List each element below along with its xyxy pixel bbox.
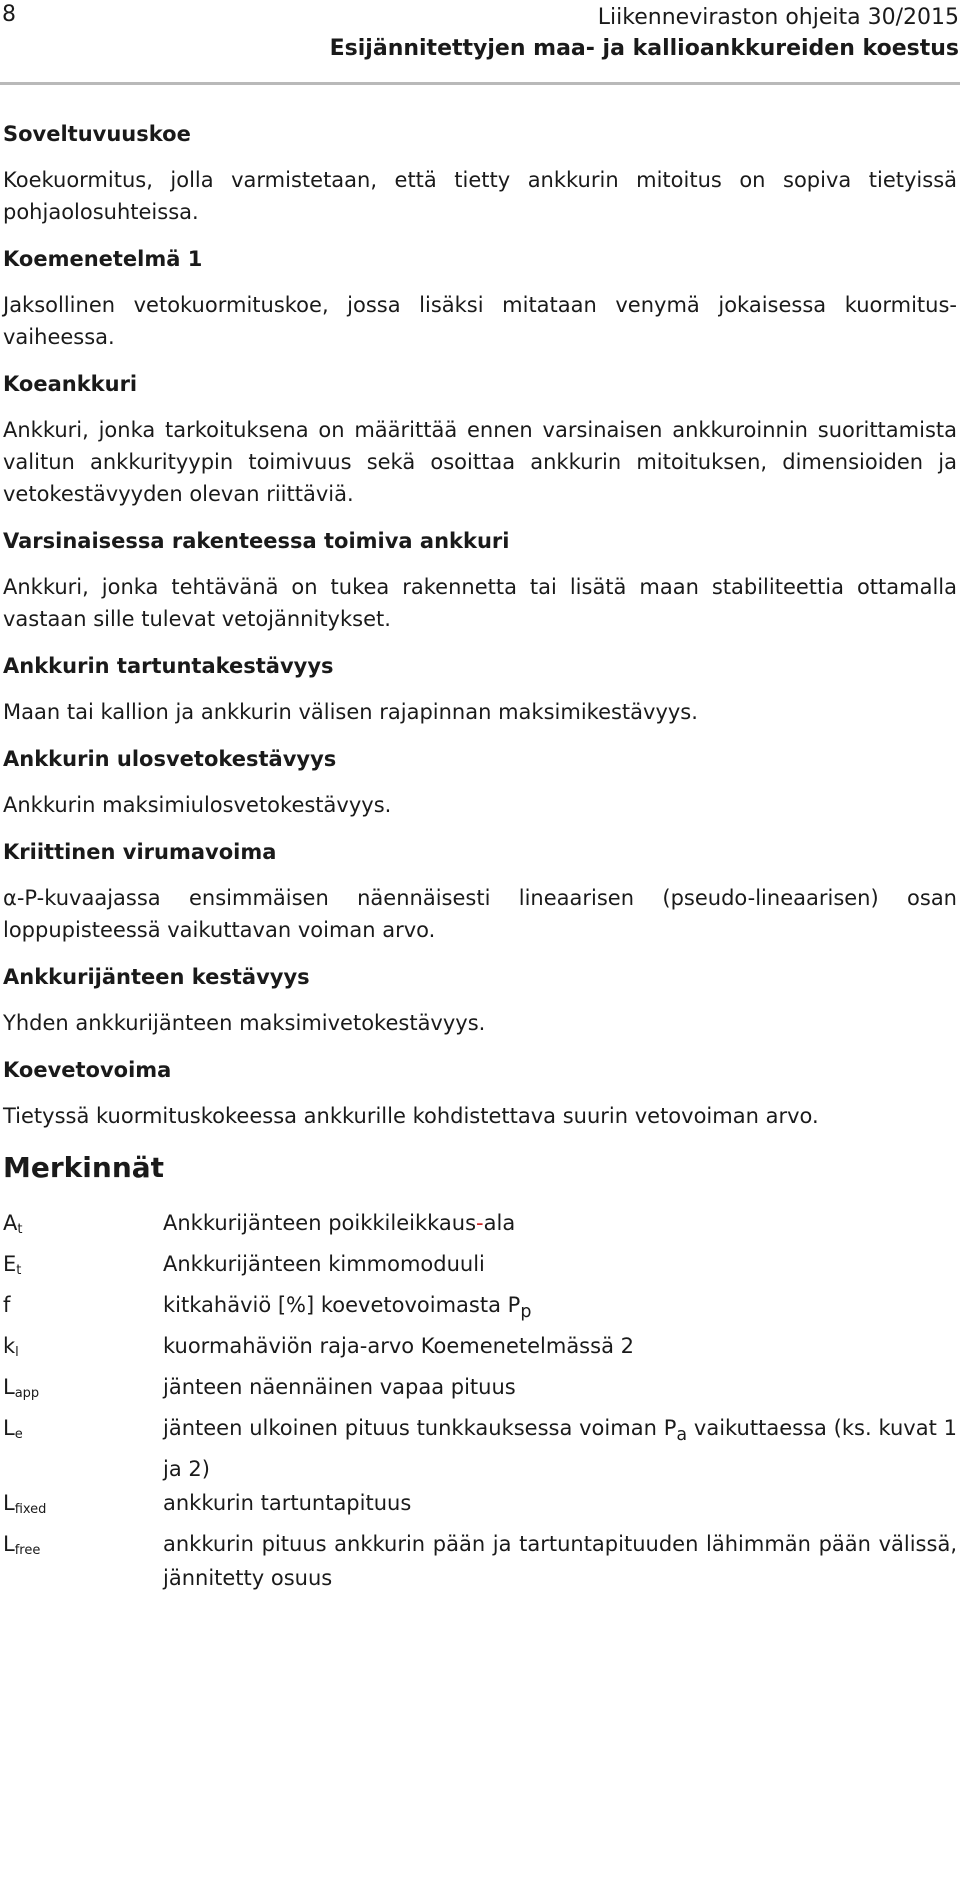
term-kriittinen-virumavoima	[3, 836, 957, 946]
symbol-main: A	[3, 1211, 18, 1235]
symbol-main: L	[3, 1416, 15, 1441]
term-definition: Maan tai kallion ja ankkurin välisen rajapinnan maksimikestävyys.	[3, 700, 698, 724]
term-varsinainen-ankkuri	[3, 525, 957, 635]
term-title: Ankkurin tartuntakestävyys	[3, 654, 334, 678]
term-definition: Ankkurin maksimiulosvetokestävyys.	[3, 793, 392, 817]
header-divider	[0, 82, 960, 85]
term-title: Varsinaisessa rakenteessa toimiva ankkuri	[3, 529, 510, 553]
symbol-subscript: app	[14, 1386, 40, 1402]
symbols-table	[3, 1206, 957, 1595]
description-subscript: p	[520, 1302, 532, 1323]
symbol-subscript: t	[16, 1263, 22, 1278]
term-definition: Ankkuri, jonka tehtävänä on tukea rakennetta tai lisätä maan stabiliteettia ottamalla vastaan sille tulevat vetojännitykset.	[3, 575, 957, 631]
symbol-main: f	[3, 1293, 11, 1317]
symbol-main: L	[3, 1532, 15, 1557]
symbol	[3, 1206, 163, 1247]
term-definition: Koekuormitus, jolla varmistetaan, että tietty ankkurin mitoitus on sopiva tietyissä pohjaolosuhteissa.	[3, 168, 957, 224]
description-text: jänteen ulkoinen pituus tunkkauksessa voiman P	[163, 1416, 677, 1441]
symbol-description: Ankkurijänteen kimmomoduuli	[163, 1252, 485, 1276]
symbol-main: E	[3, 1252, 17, 1276]
term-title: Soveltuvuuskoe	[3, 122, 191, 146]
term-title: Koemenetelmä 1	[3, 247, 203, 271]
page-number: 8	[2, 2, 16, 27]
symbol-description: jänteen näennäinen vapaa pituus	[163, 1375, 516, 1400]
symbol-description	[163, 1411, 957, 1486]
symbol-main: L	[3, 1491, 15, 1516]
symbol	[3, 1247, 163, 1288]
description-text: Ankkurijänteen poikkileikkaus	[163, 1211, 477, 1235]
symbol-subscript: l	[15, 1345, 19, 1361]
term-ulosvetokestavyys	[3, 743, 957, 821]
symbol	[3, 1329, 163, 1370]
symbol-description	[163, 1206, 957, 1247]
symbol-subscript: fixed	[14, 1502, 47, 1518]
description-hyphen: -	[476, 1211, 484, 1235]
symbol-row	[3, 1370, 957, 1411]
symbol-description: ankkurin tartuntapituus	[163, 1491, 412, 1516]
symbol-main: k	[3, 1334, 16, 1359]
symbol-description: ankkurin pituus ankkurin pään ja tartuntapituuden lähimmän pään välissä, jännitetty osuus	[163, 1532, 957, 1591]
term-koevetovoima	[3, 1054, 957, 1132]
symbol-main: L	[3, 1375, 15, 1400]
term-koemenetelma-1	[3, 243, 957, 353]
term-title: Koevetovoima	[3, 1058, 172, 1082]
header-right	[330, 2, 959, 64]
symbol-subscript: e	[14, 1427, 23, 1443]
description-subscript: a	[676, 1425, 688, 1446]
symbol-row	[3, 1329, 957, 1370]
symbol-row	[3, 1288, 957, 1329]
symbol	[3, 1411, 163, 1486]
page-header	[0, 0, 960, 86]
term-koeankkuri	[3, 368, 957, 510]
symbol-description: kuormahäviön raja-arvo Koemenetelmässä 2	[163, 1334, 634, 1359]
symbol-subscript: t	[17, 1222, 23, 1237]
publication-series: Liikenneviraston ohjeita 30/2015	[597, 5, 959, 30]
symbol	[3, 1486, 163, 1527]
term-definition: Ankkuri, jonka tarkoituksena on määrittää ennen varsinaisen ankkuroinnin suorittamista valitun ankkurityypin toimivuus sekä osoittaa ankkurin mitoituksen, dimensioiden ja vetokestävyyden olevan riittäviä.	[3, 418, 957, 506]
symbol-description	[163, 1288, 957, 1329]
symbols-section-title: Merkinnät	[3, 1151, 165, 1184]
term-title: Koeankkuri	[3, 372, 138, 396]
term-definition: Jaksollinen vetokuormituskoe, jossa lisäksi mitataan venymä jokaisessa kuormitusvaiheessa.	[3, 293, 957, 349]
term-tartuntakestavyys	[3, 650, 957, 728]
document-title: Esijännitettyjen maa- ja kallioankkureiden koestus	[329, 36, 959, 61]
term-title: Ankkurijänteen kestävyys	[3, 965, 310, 989]
symbol	[3, 1370, 163, 1411]
symbol-subscript: free	[14, 1543, 41, 1559]
description-text: vaikuttaessa (ks. kuvat 1 ja 2)	[163, 1416, 957, 1482]
term-definition: Yhden ankkurijänteen maksimivetokestävyys.	[3, 1011, 486, 1035]
symbol-row	[3, 1411, 957, 1486]
symbol-row	[3, 1486, 957, 1527]
term-title: Kriittinen virumavoima	[3, 840, 277, 864]
symbol-row	[3, 1247, 957, 1288]
description-text: ala	[483, 1211, 516, 1235]
page-content	[3, 118, 957, 1595]
symbol-row	[3, 1206, 957, 1247]
term-soveltuvuuskoe	[3, 118, 957, 228]
term-title: Ankkurin ulosvetokestävyys	[3, 747, 337, 771]
symbol	[3, 1527, 163, 1595]
term-definition: α-P-kuvaajassa ensimmäisen näennäisesti lineaarisen (pseudo-lineaarisen) osan loppupisteessä vaikuttavan voiman arvo.	[3, 886, 957, 942]
symbol-row	[3, 1527, 957, 1595]
term-definition: Tietyssä kuormituskokeessa ankkurille kohdistettava suurin vetovoiman arvo.	[3, 1104, 819, 1128]
symbol	[3, 1288, 163, 1329]
term-janteen-kestavyys	[3, 961, 957, 1039]
description-text: kitkahäviö [%] koevetovoimasta P	[163, 1293, 521, 1317]
